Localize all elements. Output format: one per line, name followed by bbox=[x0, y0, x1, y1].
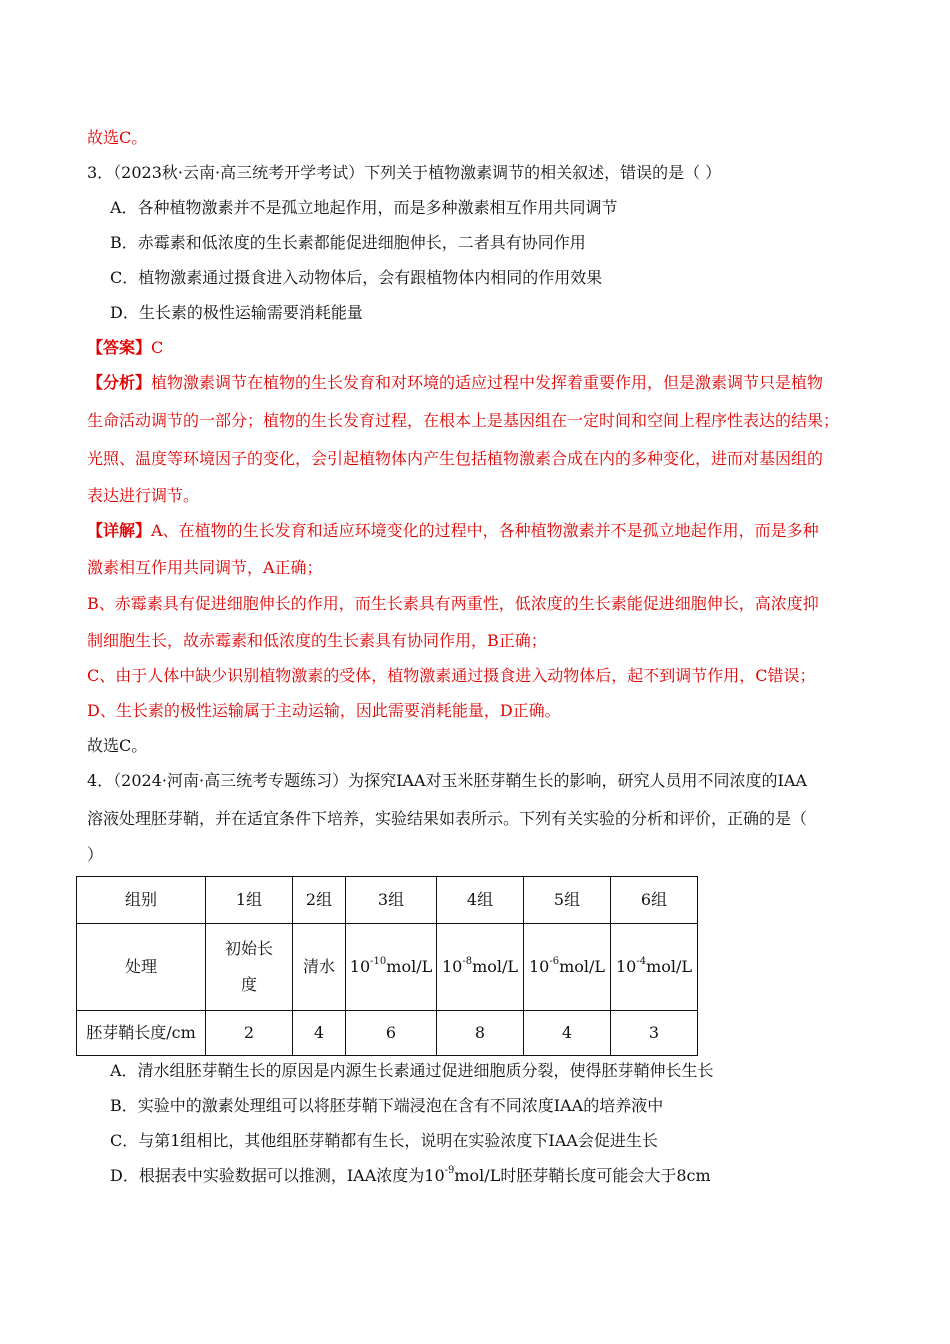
table-cell-concentration: $10^{-4}mol/L$ bbox=[611, 924, 698, 1011]
prev-conclusion: 故选C。 bbox=[87, 128, 148, 147]
table-header-cell: 2组 bbox=[293, 877, 346, 924]
q3-analysis-line-2: 生命活动调节的一部分；植物的生长发育过程，在根本上是基因组在一定时间和空间上程序性表达的结果； bbox=[87, 411, 840, 430]
q3-stem: 3．（2023秋·云南·高三统考开学考试）下列关于植物激素调节的相关叙述，错误的是（ ） bbox=[87, 163, 722, 182]
table-length-row bbox=[77, 1011, 698, 1056]
table-cell-concentration: $10^{-6}mol/L$ bbox=[524, 924, 611, 1011]
table-header-cell: 6组 bbox=[611, 877, 698, 924]
q3-option-b: B．赤霉素和低浓度的生长素都能促进细胞伸长，二者具有协同作用 bbox=[110, 233, 586, 252]
answer-value: C bbox=[151, 338, 164, 357]
q3-answer bbox=[87, 338, 163, 358]
table-cell-length: 8 bbox=[437, 1011, 524, 1056]
q4-stem-line-1: 4．（2024·河南·高三统考专题练习）为探究IAA对玉米胚芽鞘生长的影响，研究人员用不同浓度的IAA bbox=[87, 771, 807, 790]
initial-length-line-1: 初始长 bbox=[224, 939, 273, 958]
q3-detail-line-2: 激素相互作用共同调节，A正确； bbox=[87, 558, 323, 577]
q3-detail-line-5: C、由于人体中缺少识别植物激素的受体，植物激素通过摄食进入动物体后，起不到调节作用，C错误； bbox=[87, 666, 816, 685]
detail-tag: 【详解】 bbox=[87, 521, 152, 540]
table-cell-concentration: $10^{-8}mol/L$ bbox=[437, 924, 524, 1011]
table-header-cell: 4组 bbox=[437, 877, 524, 924]
q3-analysis-line-1 bbox=[87, 373, 823, 393]
table-treatment-row bbox=[77, 924, 698, 1011]
table-cell-length: 3 bbox=[611, 1011, 698, 1056]
table-cell-concentration: $10^{-10}mol/L$ bbox=[346, 924, 437, 1011]
table-header-cell: 组别 bbox=[77, 877, 206, 924]
q4-stem-line-3: ） bbox=[87, 845, 104, 864]
q3-option-d: D．生长素的极性运输需要消耗能量 bbox=[110, 303, 363, 322]
q3-detail-line-3: B、赤霉素具有促进细胞伸长的作用，而生长素具有两重性，低浓度的生长素能促进细胞伸长，高浓度抑 bbox=[87, 594, 819, 613]
table-header-cell: 3组 bbox=[346, 877, 437, 924]
answer-tag: 【答案】 bbox=[87, 338, 152, 357]
q4-option-c: C．与第1组相比，其他组胚芽鞘都有生长，说明在实验浓度下IAA会促进生长 bbox=[110, 1131, 658, 1150]
q3-analysis-line-4: 表达进行调节。 bbox=[87, 486, 200, 505]
q3-detail-line-6: D、生长素的极性运输属于主动运输，因此需要消耗能量，D正确。 bbox=[87, 701, 561, 720]
q4-option-a: A．清水组胚芽鞘生长的原因是内源生长素通过促进细胞质分裂，使得胚芽鞘伸长生长 bbox=[110, 1061, 714, 1080]
q3-detail-line-1 bbox=[87, 521, 819, 541]
table-cell-length: 2 bbox=[206, 1011, 293, 1056]
table-row-label: 胚芽鞘长度/cm bbox=[77, 1011, 206, 1056]
table-header-cell: 1组 bbox=[206, 877, 293, 924]
table-row-label: 处理 bbox=[77, 924, 206, 1011]
q3-option-c: C．植物激素通过摄食进入动物体后，会有跟植物体内相同的作用效果 bbox=[110, 268, 603, 287]
initial-length-line-2: 度 bbox=[240, 975, 257, 994]
analysis-tag: 【分析】 bbox=[87, 373, 152, 392]
table-header-row bbox=[77, 877, 698, 924]
q3-detail-line-4: 制细胞生长，故赤霉素和低浓度的生长素具有协同作用，B正确； bbox=[87, 631, 547, 650]
table-cell-length: 4 bbox=[293, 1011, 346, 1056]
table-cell-initial bbox=[206, 924, 293, 1011]
q3-option-a: A．各种植物激素并不是孤立地起作用，而是多种激素相互作用共同调节 bbox=[110, 198, 618, 217]
q4-option-b: B．实验中的激素处理组可以将胚芽鞘下端浸泡在含有不同浓度IAA的培养液中 bbox=[110, 1096, 664, 1115]
results-table bbox=[76, 876, 698, 1056]
table-cell-length: 6 bbox=[346, 1011, 437, 1056]
analysis-text-1: 植物激素调节在植物的生长发育和对环境的适应过程中发挥着重要作用，但是激素调节只是植物 bbox=[151, 373, 824, 392]
q4-option-d: D．根据表中实验数据可以推测，IAA浓度为$10^{-9}mol/L$时胚芽鞘长度可能会大于8cm bbox=[110, 1164, 711, 1185]
q3-analysis-line-3: 光照、温度等环境因子的变化，会引起植物体内产生包括植物激素合成在内的多种变化，进而对基因组的 bbox=[87, 449, 824, 468]
q4-stem-line-2: 溶液处理胚芽鞘，并在适宜条件下培养，实验结果如表所示。下列有关实验的分析和评价，正确的是（ bbox=[87, 809, 808, 828]
table-header-cell: 5组 bbox=[524, 877, 611, 924]
table-cell-water: 清水 bbox=[293, 924, 346, 1011]
q3-conclusion: 故选C。 bbox=[87, 736, 148, 755]
detail-text-1: A、在植物的生长发育和适应环境变化的过程中，各种植物激素并不是孤立地起作用，而是多种 bbox=[151, 521, 819, 540]
table-cell-length: 4 bbox=[524, 1011, 611, 1056]
